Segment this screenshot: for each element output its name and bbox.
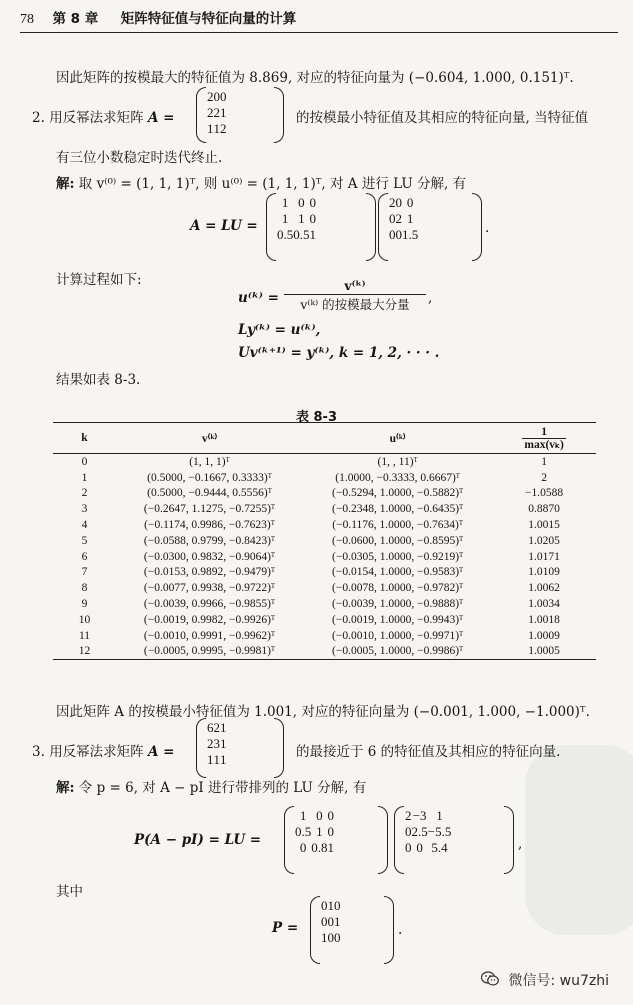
- table-row: [53, 470, 596, 486]
- cell-inverse-max: 1.0015: [528, 519, 560, 532]
- table-row: [53, 628, 596, 644]
- cell-u: (−0.2348, 1.0000, −0.6435)ᵀ: [332, 503, 464, 516]
- cell-k: 4: [81, 519, 88, 532]
- library-stamp-watermark: [525, 745, 633, 935]
- cell-v: (−0.0039, 0.9966, −0.9855)ᵀ: [143, 598, 276, 611]
- eq1-numerator: v⁽ᵏ⁾: [284, 278, 426, 295]
- iteration-table: [53, 422, 596, 660]
- page-number: 78: [20, 12, 34, 27]
- matrix-body: 6 2 1 2 3 1 1 1 1: [207, 720, 227, 767]
- header-inverse-max-num: 1: [522, 426, 565, 439]
- cell-k: 9: [81, 598, 88, 611]
- cell-v: (−0.0010, 0.9991, −0.9962)ᵀ: [143, 629, 276, 642]
- solution-label: 解:: [56, 780, 75, 796]
- chapter-title: 矩阵特征值与特征向量的计算: [120, 11, 297, 27]
- table-row: [53, 612, 596, 628]
- where-label: 其中: [56, 884, 83, 900]
- cell-k: 12: [53, 644, 116, 660]
- wechat-icon: [481, 971, 499, 987]
- table-row: [53, 533, 596, 549]
- matrix-u-problem2: [378, 193, 482, 261]
- cell-k: 11: [78, 629, 91, 642]
- matrix-u-problem3: [394, 806, 514, 874]
- paragraph-min-eigen: 因此矩阵 A 的按模最小特征值为 1.001, 对应的特征向量为 (−0.001, 1.000, −1.000)ᵀ.: [56, 704, 590, 720]
- cell-inverse-max: 1.0034: [528, 598, 560, 611]
- cell-u: (−0.0005, 1.0000, −0.9986)ᵀ: [303, 644, 492, 660]
- cell-v: (−0.2647, 1.1275, −0.7255)ᵀ: [143, 503, 276, 516]
- table-caption: 表 8-3: [295, 410, 337, 425]
- table-row: [53, 565, 596, 581]
- eq3: Uv⁽ᵏ⁺¹⁾ = y⁽ᵏ⁾, k = 1, 2, · · · .: [238, 345, 440, 361]
- table-row: [53, 596, 596, 612]
- solution-2-intro: [56, 172, 466, 192]
- cell-u: (1.0000, −0.3333, 0.6667)ᵀ: [335, 471, 460, 484]
- cell-k: 6: [81, 550, 88, 563]
- cell-k: 5: [81, 534, 88, 547]
- cell-inverse-max: 1.0109: [528, 566, 560, 579]
- cell-inverse-max: 1.0205: [528, 534, 560, 547]
- matrix-body: 2 0 0 2 2 1 1 1 2: [207, 89, 227, 136]
- matrix-l-problem3: [284, 806, 388, 874]
- cell-u: (−0.0010, 1.0000, −0.9971)ᵀ: [332, 629, 464, 642]
- cell-u: (−0.0019, 1.0000, −0.9943)ᵀ: [332, 613, 464, 626]
- cell-inverse-max: 2: [541, 471, 547, 484]
- cell-v: (−0.0005, 0.9995, −0.9981)ᵀ: [116, 644, 303, 660]
- eq1-fraction: [284, 278, 426, 313]
- matrix-body: 2 0 0 0 2 1 0 0 1.5: [389, 195, 419, 242]
- cell-u: (−0.0078, 1.0000, −0.9782)ᵀ: [332, 582, 464, 595]
- header-inverse-max-den: max(vₖ): [524, 438, 564, 451]
- cell-v: (1, 1, 1)ᵀ: [189, 455, 230, 468]
- table-row: [53, 501, 596, 517]
- cell-k: 3: [81, 503, 88, 516]
- compute-intro: 计算过程如下:: [56, 272, 142, 288]
- problem-2-intro: [32, 106, 174, 126]
- problem-text: 用反幂法求矩阵: [49, 744, 144, 760]
- cell-v: (−0.0153, 0.9892, −0.9479)ᵀ: [143, 566, 276, 579]
- cell-u: (−0.5294, 1.0000, −0.5882)ᵀ: [332, 487, 464, 500]
- cell-inverse-max: 0.8870: [528, 503, 560, 516]
- cell-u: (−0.0305, 1.0000, −0.9219)ᵀ: [332, 550, 464, 563]
- problem-3-intro: [32, 740, 174, 760]
- matrix-label: A =: [147, 110, 175, 126]
- eq2: Ly⁽ᵏ⁾ = u⁽ᵏ⁾,: [238, 322, 321, 338]
- paragraph-max-eigen: 因此矩阵的按模最大的特征值为 8.869, 对应的特征向量为 (−0.604, 1.000, 0.151)ᵀ.: [56, 70, 574, 86]
- cell-u: (−0.0154, 1.0000, −0.9583)ᵀ: [332, 566, 464, 579]
- matrix-body: 0 1 0 0 0 1 1 0 0: [321, 898, 341, 945]
- cell-v: (0.5000, −0.9444, 0.5556)ᵀ: [147, 487, 272, 500]
- cell-inverse-max: 1.0018: [528, 613, 560, 626]
- textbook-page: 78 第 8 章 矩阵特征值与特征向量的计算 因此矩阵的按模最大的特征值为 8.869, 对应的特征向量为 (−0.604, 1.000, 0.151)ᵀ. 2. 用反幂法求矩阵 A = 2 0 0 2 2 1 1 1 2 的按模最小特征值及其相应的特征向量, 当特征值 有三位小数稳定时迭代终止. 解: 取 v⁽⁰⁾ = (1, 1, 1)ᵀ, 则 u⁽⁰⁾ = (1, 1, 1)ᵀ, 对 A 进行 LU 分解, 有 A = LU = 1 0 0 1 1 0 0.5 0.5 1 2 0 0 0 2 1 0 0 1.5 . 计算过程如下: u⁽ᵏ⁾ = v⁽ᵏ⁾ v⁽ᵏ⁾ 的按模最大分量 , Ly⁽ᵏ⁾ = u⁽ᵏ⁾, Uv⁽ᵏ⁺¹⁾ = y⁽ᵏ⁾, k = 1, 2, · · · . 结果如表 8-3. 表 8-3 k v⁽ᵏ⁾ u⁽ᵏ⁾ $\frac{1}{\text{max(vₖ)}}$ 0 (1, 1, 1)ᵀ (1, , 11)ᵀ 1 1 (0.5000, −0.1667, 0.3333)ᵀ (1.0000, −0.3333, 0.6667)ᵀ 2 2 (0.5000, −0.9444, 0.5556)ᵀ (−0.5294, 1.0000, −0.5882)ᵀ −1.0588 3 (−0.2647, 1.1275, −0.7255)ᵀ (−0.2348, 1.0000, −0.6435)ᵀ 0.8870 4 (−0.1174, 0.9986, −0.7623)ᵀ (−0.1176, 1.0000, −0.7634)ᵀ 1.0015 5 (−0.0588, 0.9799, −0.8423)ᵀ (−0.0600, 1.0000, −0.8595)ᵀ 1.0205 6 (−0.0300, 0.9832, −0.9064)ᵀ (−0.0305, 1.0000, −0.9219)ᵀ 1.0171 7 (−0.0153, 0.9892, −0.9479)ᵀ (−0.0154, 1.0000, −0.9583)ᵀ 1.0109 8 (−0.0077, 0.9938, −0.9722)ᵀ (−0.0078, 1.0000, −0.9782)ᵀ 1.0062 9 (−0.0039, 0.9966, −0.9855)ᵀ (−0.0039, 1.0000, −0.9888)ᵀ 1.0034 10 (−0.0019, 0.9982, −0.9926)ᵀ (−0.0019, 1.0000, −0.9943)ᵀ 1.0018 11 (−0.0010, 0.9991, −0.9962)ᵀ (−0.0010, 1.0000, −0.9971)ᵀ 1.0009 12 (−0.0005, 0.9995, −0.9981)ᵀ (−0.0005, 1.0000, −0.9986)ᵀ 1.0005 因此矩阵 A 的按模最小特征值为 1.001, 对应的特征向量为 (−0.001, 1.000, −1.000)ᵀ. 3. 用反幂法求矩阵 A = 6 2 1 2 3 1 1 1 1 的最接近于 6 的特征值及其相应的特征向量. 解: 令 p = 6, 对 A − pI 进行带排列的 LU 分解, 有 P(A − pI) = LU = 1 0 0 0.5 1 0 0 0.8 1 2 −3 1 0 2.5 −5.5 0 0 5.4 , 其中 P = 0 1 0 0 0 1 1 0 0 . 微信号: wu7zhi: [0, 0, 633, 1005]
- cell-u: (1, , 11)ᵀ: [377, 455, 418, 468]
- table-row: [53, 486, 596, 502]
- wechat-watermark: [481, 970, 609, 990]
- cell-inverse-max: 1.0171: [528, 550, 560, 563]
- header-k: k: [53, 423, 116, 454]
- solution-label: 解:: [56, 176, 75, 192]
- matrix-a-problem2: [196, 87, 284, 143]
- cell-u: (−0.0600, 1.0000, −0.8595)ᵀ: [332, 534, 464, 547]
- cell-u: (−0.0039, 1.0000, −0.9888)ᵀ: [332, 598, 464, 611]
- cell-v: (−0.0300, 0.9832, −0.9064)ᵀ: [143, 550, 276, 563]
- cell-inverse-max: 1.0062: [528, 582, 560, 595]
- watermark-text: 微信号: wu7zhi: [508, 973, 609, 989]
- matrix-p-problem3: [310, 896, 394, 964]
- result-intro: 结果如表 8-3.: [56, 372, 141, 388]
- header-v: v⁽ᵏ⁾: [116, 423, 303, 454]
- problem-text: 用反幂法求矩阵: [49, 110, 144, 126]
- eq1-lhs: u⁽ᵏ⁾ =: [238, 290, 279, 306]
- cell-k: 10: [78, 613, 91, 626]
- header-inverse-max: [492, 423, 596, 454]
- problem-2-line2: 有三位小数稳定时迭代终止.: [56, 150, 223, 166]
- problem-number: 2.: [32, 110, 45, 126]
- page-header: [20, 6, 618, 33]
- eq1-denominator: v⁽ᵏ⁾ 的按模最大分量: [300, 297, 410, 312]
- table-row: [53, 549, 596, 565]
- table-row: [53, 454, 596, 470]
- matrix-a-problem3: [196, 718, 284, 778]
- table-header-row: [53, 423, 596, 454]
- cell-v: (−0.0588, 0.9799, −0.8423)ᵀ: [143, 534, 276, 547]
- cell-k: 8: [81, 582, 88, 595]
- cell-inverse-max: 1: [541, 455, 547, 468]
- matrix-body: 2 −3 1 0 2.5 −5.5 0 0 5.4: [405, 808, 452, 855]
- cell-k: 2: [81, 487, 88, 500]
- table-row: [53, 580, 596, 596]
- table-row: [53, 517, 596, 533]
- problem-3-text-after: 的最接近于 6 的特征值及其相应的特征向量.: [296, 744, 561, 760]
- p-matrix-lhs: P =: [272, 920, 299, 936]
- cell-k: 7: [81, 566, 88, 579]
- cell-inverse-max: 1.0005: [492, 644, 596, 660]
- solution-text: 取 v⁽⁰⁾ = (1, 1, 1)ᵀ, 则 u⁽⁰⁾ = (1, 1, 1)ᵀ, 对 A 进行 LU 分解, 有: [78, 176, 467, 192]
- cell-inverse-max: −1.0588: [525, 487, 564, 500]
- solution-text: 令 p = 6, 对 A − pI 进行带排列的 LU 分解, 有: [78, 780, 367, 796]
- problem-number: 3.: [32, 744, 45, 760]
- matrix-l-problem2: [266, 193, 376, 261]
- header-u: u⁽ᵏ⁾: [303, 423, 492, 454]
- cell-v: (0.5000, −0.1667, 0.3333)ᵀ: [147, 471, 272, 484]
- problem-2-text-after: 的按模最小特征值及其相应的特征向量, 当特征值: [296, 110, 589, 126]
- plu-equation-lhs: P(A − pI) = LU =: [134, 832, 262, 848]
- cell-k: 0: [81, 455, 88, 468]
- solution-3-intro: [56, 776, 366, 796]
- matrix-label: A =: [147, 744, 175, 760]
- cell-k: 1: [81, 471, 88, 484]
- cell-v: (−0.0019, 0.9982, −0.9926)ᵀ: [143, 613, 276, 626]
- chapter-label: 第 8 章: [52, 11, 99, 27]
- matrix-body: 1 0 0 0.5 1 0 0 0.8 1: [295, 808, 334, 855]
- matrix-body: 1 0 0 1 1 0 0.5 0.5 1: [277, 195, 316, 242]
- cell-inverse-max: 1.0009: [528, 629, 560, 642]
- cell-v: (−0.0077, 0.9938, −0.9722)ᵀ: [143, 582, 276, 595]
- cell-u: (−0.1176, 1.0000, −0.7634)ᵀ: [332, 519, 463, 532]
- lu-equation-lhs: A = LU =: [190, 218, 258, 234]
- cell-v: (−0.1174, 0.9986, −0.7623)ᵀ: [144, 519, 275, 532]
- table-row: [53, 644, 596, 660]
